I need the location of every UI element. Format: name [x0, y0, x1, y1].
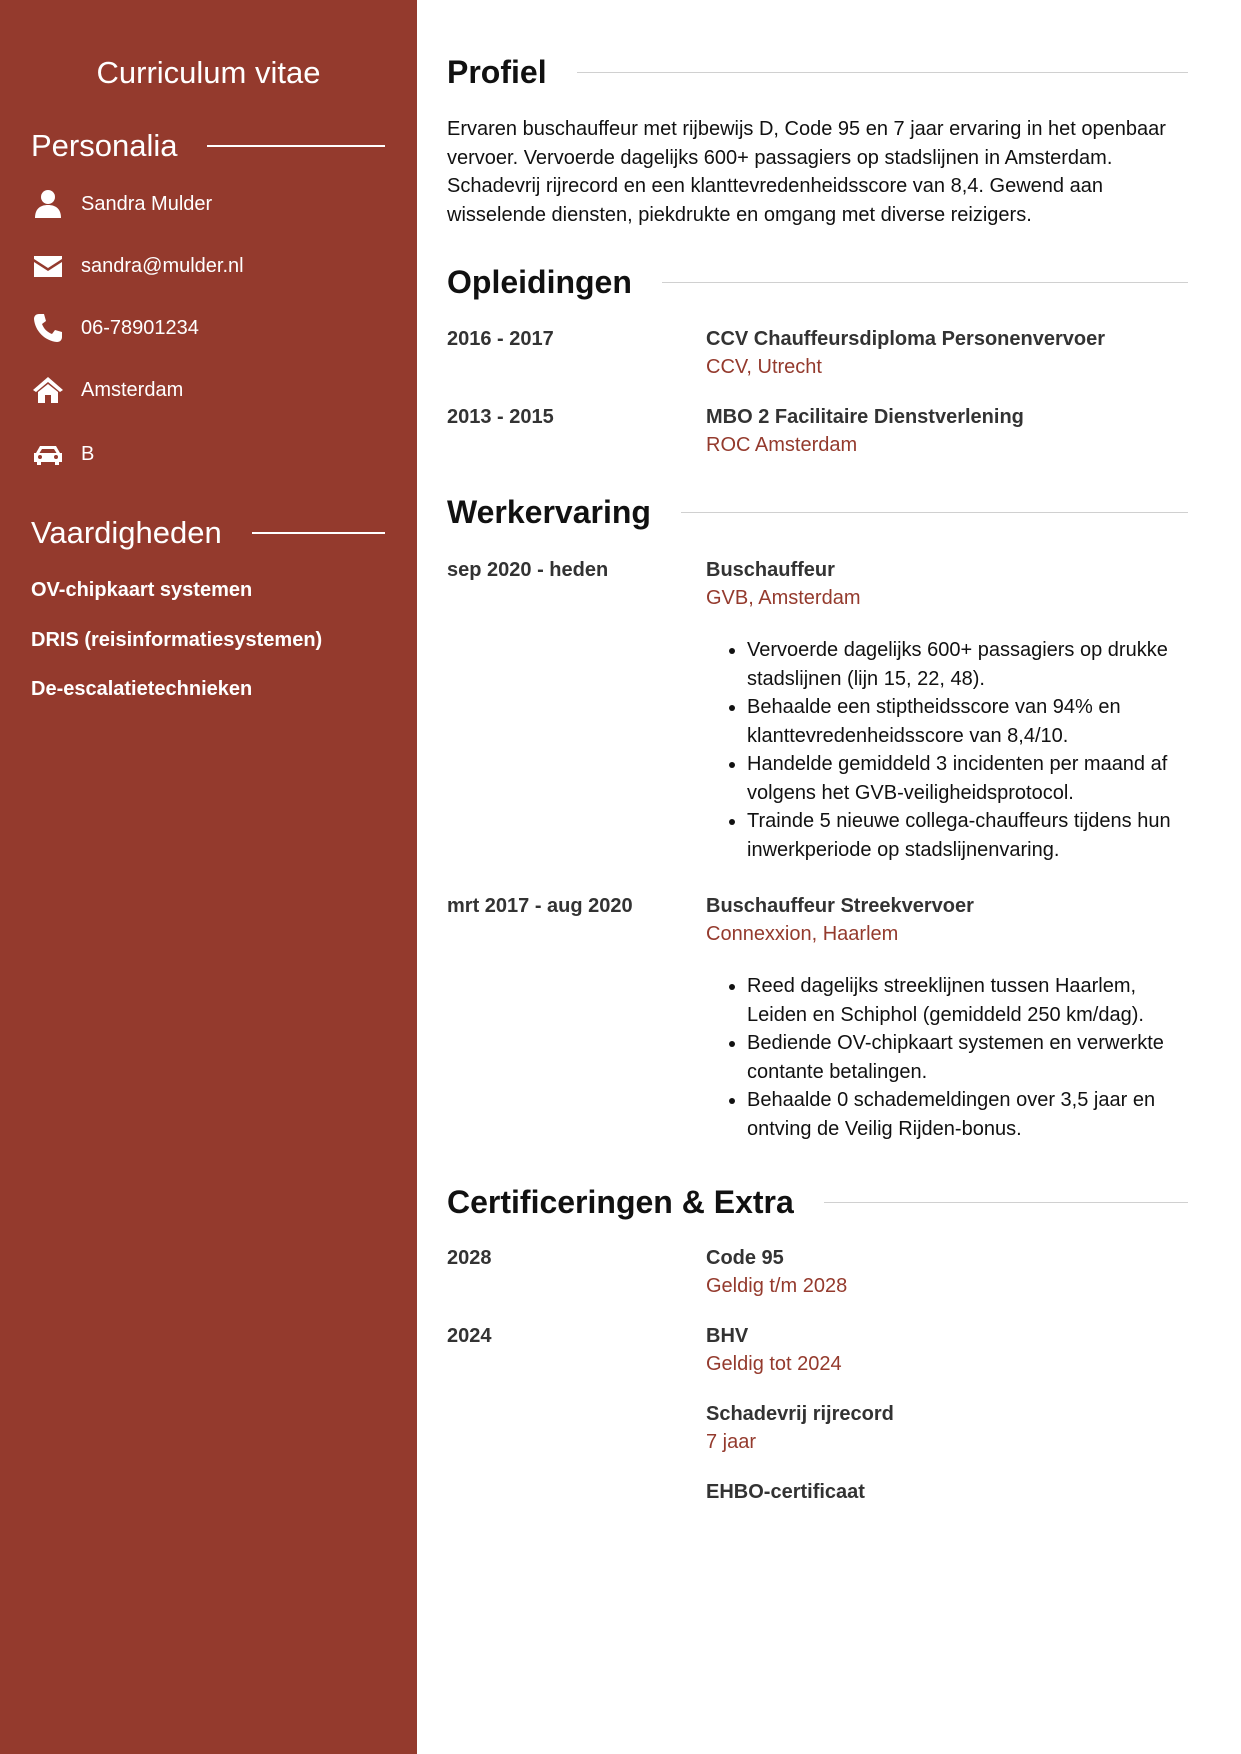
heading-divider [207, 145, 385, 147]
bullet-list [706, 972, 1188, 1143]
personal-email[interactable]: sandra@mulder.nl [81, 254, 244, 277]
heading-divider [824, 1202, 1188, 1203]
entry-date: mrt 2017 - aug 2020 [447, 895, 633, 917]
bullet-item: • Trainde 5 nieuwe collega-chauffeurs tijdens hun inwerkperiode op stadslijnenvaring. [747, 807, 1188, 864]
entry-org: Geldig tot 2024 [706, 1353, 842, 1375]
entry-body [706, 1322, 1188, 1378]
entry-date: sep 2020 - heden [447, 559, 609, 581]
bullet-item: • Handelde gemiddeld 3 incidenten per maand af volgens het GVB-veiligheidsprotocol. [747, 750, 1188, 807]
skill-item: OV-chipkaart systemen [31, 579, 253, 601]
heading-divider [662, 282, 1188, 283]
skill-item: De-escalatietechnieken [31, 678, 253, 700]
entry-body [706, 556, 1188, 864]
bullet-item: • Bediende OV-chipkaart systemen en verwerkte contante betalingen. [747, 1029, 1188, 1086]
personal-phone[interactable]: 06-78901234 [81, 316, 199, 339]
bullet-item: • Behaalde een stiptheidsscore van 94% en klanttevredenheidsscore van 8,4/10. [747, 693, 1188, 750]
entry-org: ROC Amsterdam [706, 434, 858, 456]
entry-title: CCV Chauffeursdiploma Personenvervoer [706, 328, 1105, 350]
skills-heading-text: Vaardigheden [31, 515, 222, 550]
entry-date: 2013 - 2015 [447, 406, 554, 428]
personal-item-city [31, 372, 183, 408]
experience-heading [447, 492, 1188, 532]
profile-heading [447, 52, 1188, 92]
home-icon [31, 373, 65, 407]
entry-body [706, 1478, 1188, 1506]
heading-divider [681, 512, 1188, 513]
phone-icon [31, 311, 65, 345]
heading-divider [252, 532, 385, 534]
entry-title: Code 95 [706, 1247, 784, 1269]
personal-item-phone [31, 310, 199, 346]
entry-org: 7 jaar [706, 1431, 757, 1453]
sidebar [0, 0, 417, 1754]
profile-heading-text: Profiel [447, 53, 547, 90]
bullet-list [706, 636, 1188, 864]
skill-item: DRIS (reisinformatiesystemen) [31, 629, 323, 651]
user-icon [31, 187, 65, 221]
entry-org: Connexxion, Haarlem [706, 923, 899, 945]
entry-date: 2028 [447, 1247, 492, 1269]
entry-body [706, 892, 1188, 1143]
personal-license: B [81, 442, 95, 465]
entry-title: Buschauffeur Streekvervoer [706, 895, 974, 917]
education-heading-text: Opleidingen [447, 263, 632, 300]
education-heading [447, 262, 1188, 302]
entry-org: GVB, Amsterdam [706, 587, 861, 609]
certifications-heading [447, 1182, 1188, 1222]
entry-title: BHV [706, 1325, 749, 1347]
personal-item-name [31, 186, 212, 222]
skills-heading [31, 513, 385, 553]
entry-org: CCV, Utrecht [706, 356, 822, 378]
personal-item-license [31, 436, 94, 472]
entry-title: MBO 2 Facilitaire Dienstverlening [706, 406, 1024, 428]
entry-body [706, 1244, 1188, 1300]
profile-text: Ervaren buschauffeur met rijbewijs D, Code 95 en 7 jaar ervaring in het openbaar vervoer. Vervoerde dagelijks 600+ passagiers op stadslijnen in Amsterdam. Schadevrij rijrecord en een klanttevredenheidsscore van 8,4. Gewend aan wisselende diensten, piekdrukte en omgang met diverse reizigers. [447, 118, 1166, 226]
car-icon [31, 437, 65, 471]
heading-divider [577, 72, 1188, 73]
envelope-icon [31, 249, 65, 283]
certifications-heading-text: Certificeringen & Extra [447, 1183, 794, 1220]
personalia-heading [31, 126, 385, 166]
entry-body [706, 325, 1188, 381]
personal-city: Amsterdam [81, 378, 184, 401]
personal-item-email [31, 248, 244, 284]
entry-title: EHBO-certificaat [706, 1481, 865, 1503]
cv-title: Curriculum vitae [96, 55, 321, 90]
personalia-heading-text: Personalia [31, 128, 178, 163]
bullet-item: • Behaalde 0 schademeldingen over 3,5 jaar en ontving de Veilig Rijden-bonus. [747, 1086, 1188, 1143]
entry-title: Buschauffeur [706, 559, 835, 581]
experience-heading-text: Werkervaring [447, 493, 651, 530]
entry-body [706, 403, 1188, 459]
entry-date: 2024 [447, 1325, 492, 1347]
personal-name: Sandra Mulder [81, 192, 213, 215]
bullet-item: • Reed dagelijks streeklijnen tussen Haarlem, Leiden en Schiphol (gemiddeld 250 km/dag). [747, 972, 1188, 1029]
entry-title: Schadevrij rijrecord [706, 1403, 894, 1425]
entry-org: Geldig t/m 2028 [706, 1275, 848, 1297]
bullet-item: • Vervoerde dagelijks 600+ passagiers op drukke stadslijnen (lijn 15, 22, 48). [747, 636, 1188, 693]
entry-date: 2016 - 2017 [447, 328, 554, 350]
entry-body [706, 1400, 1188, 1456]
